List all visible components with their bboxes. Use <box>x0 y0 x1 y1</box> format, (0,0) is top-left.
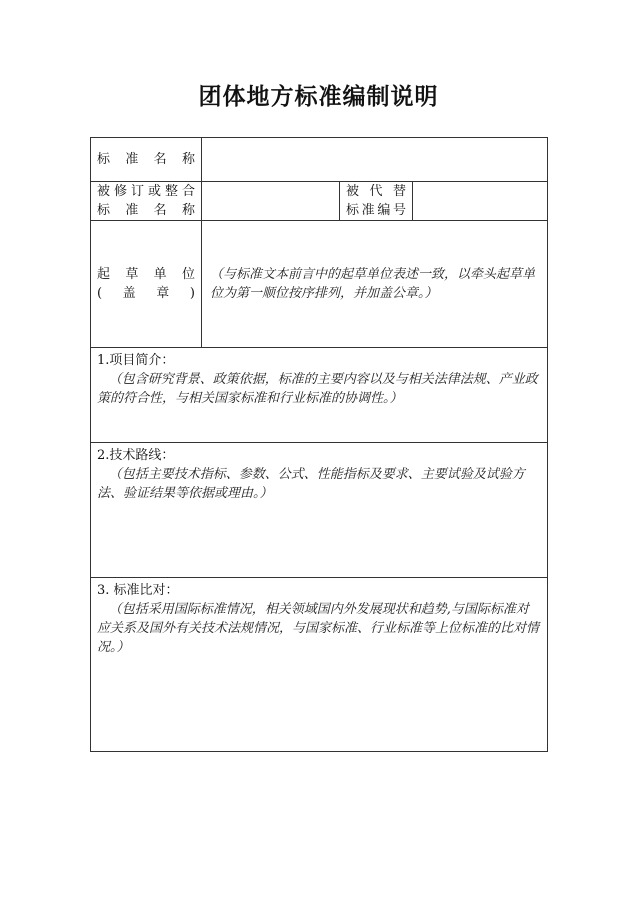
standard-comparison-cell[interactable] <box>91 578 548 752</box>
standard-name-value-cell[interactable] <box>202 138 548 182</box>
technical-route-hint: （包括主要技术指标、参数、公式、性能指标及要求、主要试验及试验方法、验证结果等依据或理由。） <box>97 467 525 501</box>
drafter-value-cell[interactable] <box>202 221 548 348</box>
standard-name-label-cell <box>91 138 202 182</box>
project-intro-heading: 1.项目简介： <box>97 353 175 368</box>
standard-comparison-heading: 3. 标准比对： <box>97 583 179 598</box>
replaced-standard-value-cell[interactable] <box>413 182 548 221</box>
project-intro-hint: （包含研究背景、政策依据，标准的主要内容以及与相关法律法规、产业政策的符合性，与相关国家标准和行业标准的协调性。） <box>97 372 538 406</box>
standard-form-table <box>90 137 548 752</box>
standard-name-label: 标准名称 <box>97 152 195 167</box>
technical-route-cell[interactable] <box>91 443 548 578</box>
revised-standard-value-cell[interactable] <box>202 182 340 221</box>
revised-standard-label-cell <box>91 182 202 221</box>
drafter-label-cell <box>91 221 202 348</box>
project-intro-cell[interactable] <box>91 348 548 443</box>
section-standard-comparison <box>91 578 548 752</box>
revised-standard-label-line2: 标准名称 <box>97 203 195 218</box>
section-technical-route <box>91 443 548 578</box>
document-title: 团体地方标准编制说明 <box>198 83 439 110</box>
revised-standard-label-line1: 被修订或整合 <box>97 184 195 199</box>
standard-name-row <box>91 138 548 182</box>
standard-comparison-hint: （包括采用国际标准情况，相关领域国内外发展现状和趋势,与国际标准对应关系及国外有关技术法规情况，与国家标准、行业标准等上位标准的比对情况。） <box>97 602 540 655</box>
drafter-label-line2: (盖章) <box>97 286 195 301</box>
replaced-standard-label-cell <box>340 182 413 221</box>
drafter-hint: （与标准文本前言中的起草单位表述一致，以牵头起草单位为第一顺位按序排列，并加盖公章。） <box>210 267 536 301</box>
replaced-standard-label-line1: 被代替 <box>346 184 406 199</box>
section-project-intro <box>91 348 548 443</box>
replaced-standard-label-line2: 标准编号 <box>346 203 406 218</box>
drafter-row <box>91 221 548 348</box>
revised-standard-row <box>91 182 548 221</box>
drafter-label-line1: 起草单位 <box>97 267 195 282</box>
technical-route-heading: 2.技术路线： <box>97 448 175 463</box>
